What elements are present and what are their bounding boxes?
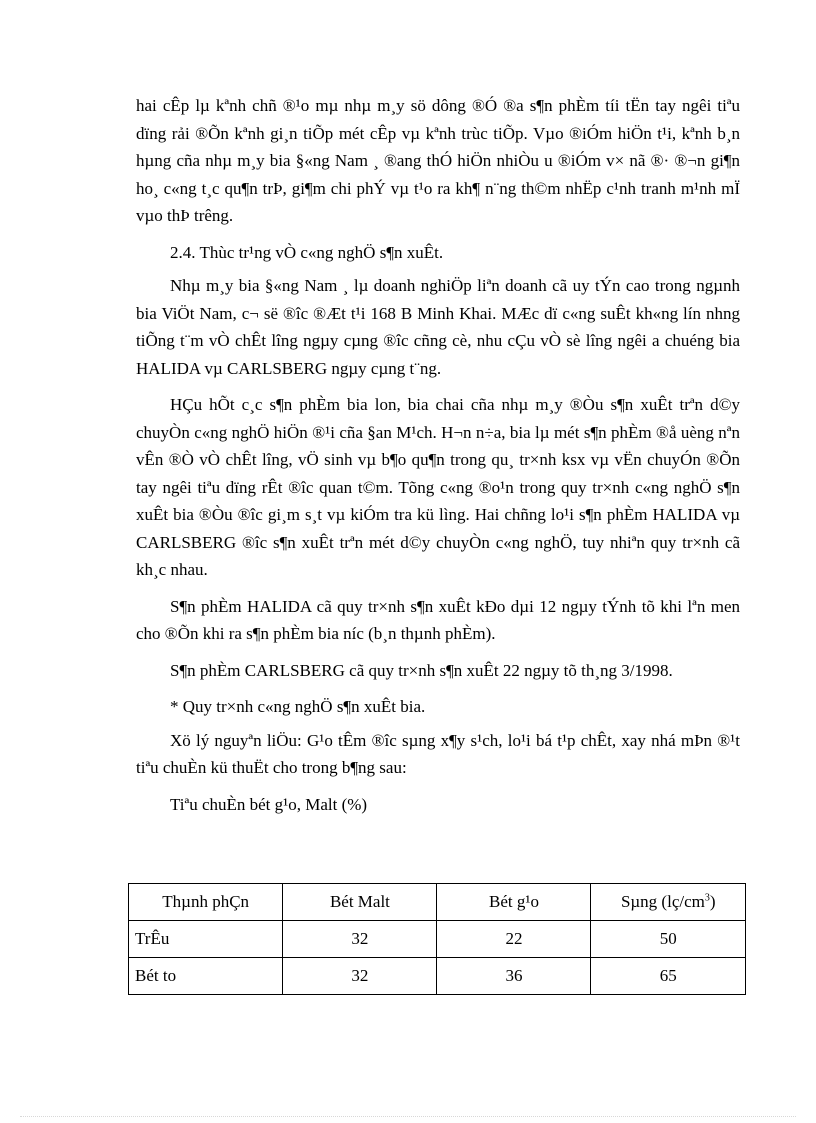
cell-sang: 50 bbox=[591, 921, 746, 958]
cell-sang: 65 bbox=[591, 958, 746, 995]
cell-malt: 32 bbox=[283, 958, 437, 995]
paragraph-distribution-channels: hai cÊp lµ kªnh chñ ®¹o mµ nhµ m¸y sö dông ®Ó ®a s¶n phÈm tíi tËn tay ngêi tiªu dïng rải ®Õn kªnh gi¸n tiÕp mét cÊp vµ kªnh trùc tiÕp. Vµo ®iÓm hiÖn t¹i, kªnh b¸n hµng cña nhµ m¸y bia §«ng Nam ¸ ®ang thÓ hiÖn nhiÒu u ®iÓm v× nã ®· ®¬n gi¶n ho¸ c«ng t¸c qu¶n trÞ, gi¶m chi phÝ vµ t¹o ra kh¶ n¨ng th©m nhËp c¹nh tranh m¹nh mÏ vµo thÞ trêng. bbox=[136, 96, 740, 225]
row-label: TrÊu bbox=[129, 921, 283, 958]
section-heading-technology: 2.4. Thùc tr¹ng vÒ c«ng nghÖ s¶n xuÊt. bbox=[170, 242, 444, 262]
subheading-brewing-process: * Quy tr×nh c«ng nghÖ s¶n xuÊt bia. bbox=[170, 697, 426, 716]
cell-gao: 22 bbox=[437, 921, 591, 958]
cell-malt: 32 bbox=[283, 921, 437, 958]
table-header-row bbox=[129, 884, 746, 921]
table-row bbox=[129, 958, 746, 995]
page-bottom-divider bbox=[20, 1116, 796, 1117]
flour-malt-standard-table bbox=[128, 883, 746, 995]
row-label: Bét to bbox=[129, 958, 283, 995]
table-row bbox=[129, 921, 746, 958]
paragraph-raw-material: Xö lý nguyªn liÖu: G¹o tÊm ®îc sµng x¶y s¹ch, lo¹i bá t¹p chÊt, xay nhá mÞn ®¹t tiªu chuÈn kü thuËt cho trong b¶ng sau: bbox=[136, 730, 740, 777]
header-rice-flour: Bét g¹o bbox=[437, 884, 591, 921]
header-sieve-tail: ) bbox=[709, 892, 716, 911]
paragraph-halida-process: S¶n phÈm HALIDA cã quy tr×nh s¶n xuÊt kÐo dµi 12 ngµy tÝnh tõ khi lªn men cho ®Õn khi ra s¶n phÈm bia níc (b¸n thµnh phÈm). bbox=[136, 596, 740, 643]
header-malt-flour: Bét Malt bbox=[283, 884, 437, 921]
cell-gao: 36 bbox=[437, 958, 591, 995]
header-sieve bbox=[591, 884, 746, 921]
paragraph-company-overview: Nhµ m¸y bia §«ng Nam ¸ lµ doanh nghiÖp liªn doanh cã uy tÝn cao trong ngµnh bia ViÖt Nam, c¬ së ®îc ®Æt t¹i 168 B Minh Khai. MÆc dï c«ng suÊt kh«ng lín nhng tiÕng t¨m vÒ chÊt lîng ngµy cµng ®îc cñng cè, nhu cÇu vÒ sè lîng ngêi a chuéng bia HALIDA vµ CARLSBERG ngµy cµng t¨ng. bbox=[136, 276, 740, 378]
document-body bbox=[136, 92, 740, 824]
header-component: Thµnh phÇn bbox=[129, 884, 283, 921]
paragraph-production-line: HÇu hÕt c¸c s¶n phÈm bia lon, bia chai cña nhµ m¸y ®Òu s¶n xuÊt trªn d©y chuyÒn c«ng nghÖ hiÖn ®¹i cña §an M¹ch. H¬n n÷a, bia lµ mét s¶n phÈm ®å uèng nªn vÊn ®Ò vÒ chÊt lîng, vÖ sinh vµ b¶o qu¶n trong qu¸ tr×nh ksx vµ vËn chuyÓn ®Õn tay ngêi tiªu dïng rÊt ®îc quan t©m. Tõng c«ng ®o¹n trong quy tr×nh c«ng nghÖ s¶n xuÊt bia ®Òu ®îc gi¸m s¸t vµ kiÓm tra kü lìng. Hai chñng lo¹i s¶n phÈm HALIDA vµ CARLSBERG ®îc s¶n xuÊt trªn mét d©y chuyÒn c«ng nghÖ, tuy nhiªn quy tr×nh cã kh¸c nhau. bbox=[136, 395, 740, 579]
paragraph-carlsberg-process: S¶n phÈm CARLSBERG cã quy tr×nh s¶n xuÊt 22 ngµy tõ th¸ng 3/1998. bbox=[170, 660, 673, 680]
header-sieve-text: Sµng (lç/cm bbox=[620, 892, 705, 911]
header-sieve-sup: 3 bbox=[704, 892, 710, 904]
table-caption: Tiªu chuÈn bét g¹o, Malt (%) bbox=[170, 794, 368, 814]
